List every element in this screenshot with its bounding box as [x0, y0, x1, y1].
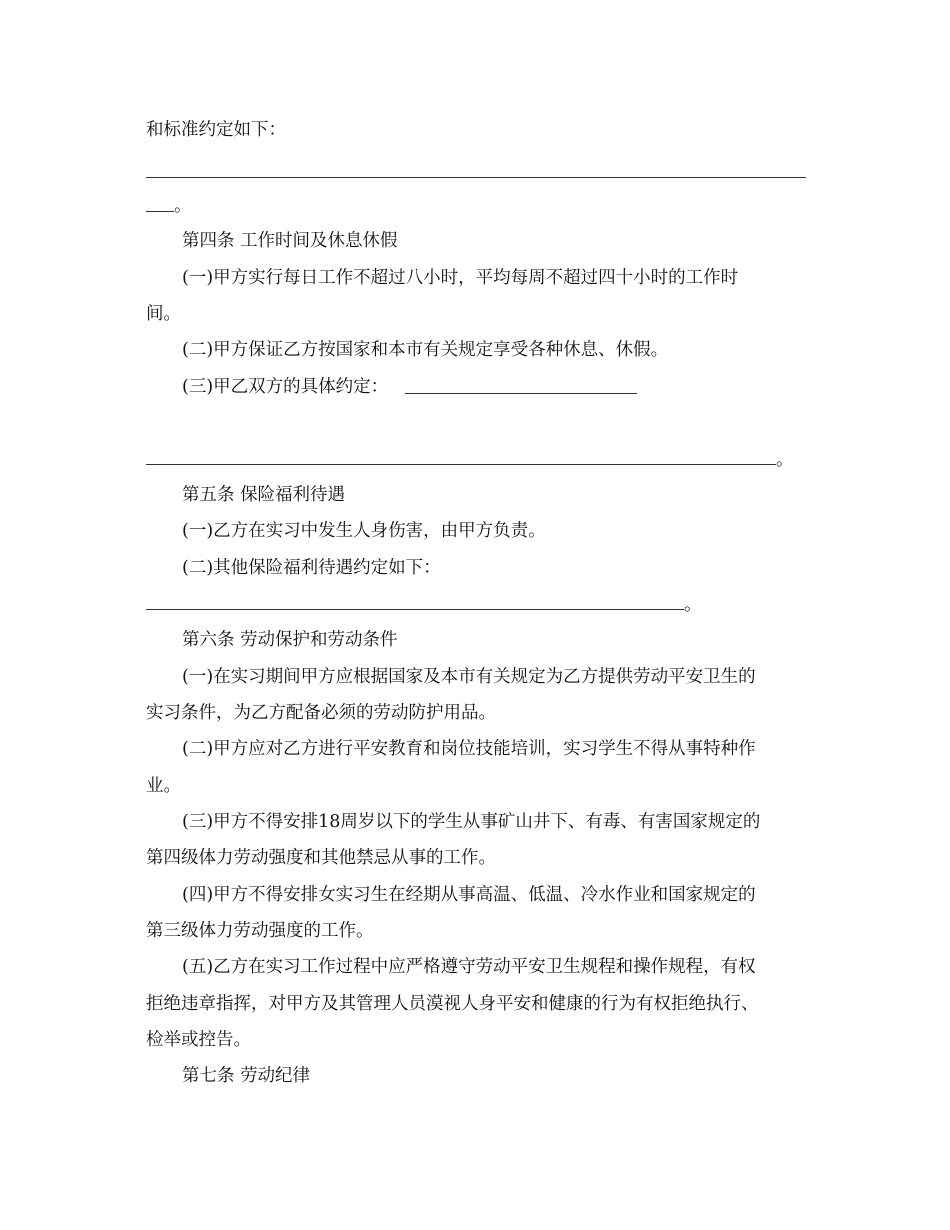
- article6-item2-line1: (二)甲方应对乙方进行平安教育和岗位技能培训，实习学生不得从事特种作: [182, 739, 756, 759]
- article5-item1: (一)乙方在实习中发生人身伤害，由甲方负责。: [182, 521, 546, 541]
- article4-item3: (三)甲乙双方的具体约定：: [182, 377, 389, 397]
- article5-heading: 第五条 保险福利待遇: [182, 485, 346, 505]
- article6-item2-line2: 业。: [146, 776, 181, 796]
- article6-item1-line1: (一)在实习期间甲方应根据国家及本市有关规定为乙方提供劳动平安卫生的: [182, 667, 756, 687]
- article6-item5-line3: 检举或控告。: [146, 1030, 251, 1050]
- article3-end-mark: 。: [174, 196, 192, 216]
- article6-item5-line1: (五)乙方在实习工作过程中应严格遵守劳动平安卫生规程和操作规程，有权: [182, 957, 756, 977]
- blank-fill-line: [146, 464, 776, 465]
- article4-item2: (二)甲方保证乙方按国家和本市有关规定享受各种休息、休假。: [182, 340, 669, 360]
- blank-fill-line: [146, 211, 174, 212]
- article4-item1-line1: (一)甲方实行每日工作不超过八小时，平均每周不超过四十小时的工作时: [182, 268, 739, 288]
- intro-line: 和标准约定如下：: [146, 120, 286, 140]
- article7-heading: 第七条 劳动纪律: [182, 1066, 311, 1086]
- article4-item3-end-mark: 。: [776, 450, 794, 470]
- blank-fill-line: [146, 177, 806, 178]
- article6-item1-line2: 实习条件，为乙方配备必须的劳动防护用品。: [146, 703, 496, 723]
- article6-item5-line2: 拒绝违章指挥，对甲方及其管理人员漠视人身平安和健康的行为有权拒绝执行、: [146, 994, 759, 1014]
- article6-item4-line2: 第三级体力劳动强度的工作。: [146, 921, 374, 941]
- article5-item2: (二)其他保险福利待遇约定如下：: [182, 558, 441, 578]
- article6-heading: 第六条 劳动保护和劳动条件: [182, 630, 398, 650]
- article5-item2-end-mark: 。: [684, 595, 702, 615]
- article6-item3-line2: 第四级体力劳动强度和其他禁忌从事的工作。: [146, 848, 496, 868]
- article4-item1-line2: 间。: [146, 304, 181, 324]
- blank-fill-line: [146, 609, 684, 610]
- article4-heading: 第四条 工作时间及休息休假: [182, 231, 398, 251]
- article6-item4-line1: (四)甲方不得安排女实习生在经期从事高温、低温、冷水作业和国家规定的: [182, 885, 756, 905]
- blank-fill-line: [405, 393, 637, 394]
- article6-item3-line1: (三)甲方不得安排18周岁以下的学生从事矿山井下、有毒、有害国家规定的: [182, 812, 761, 832]
